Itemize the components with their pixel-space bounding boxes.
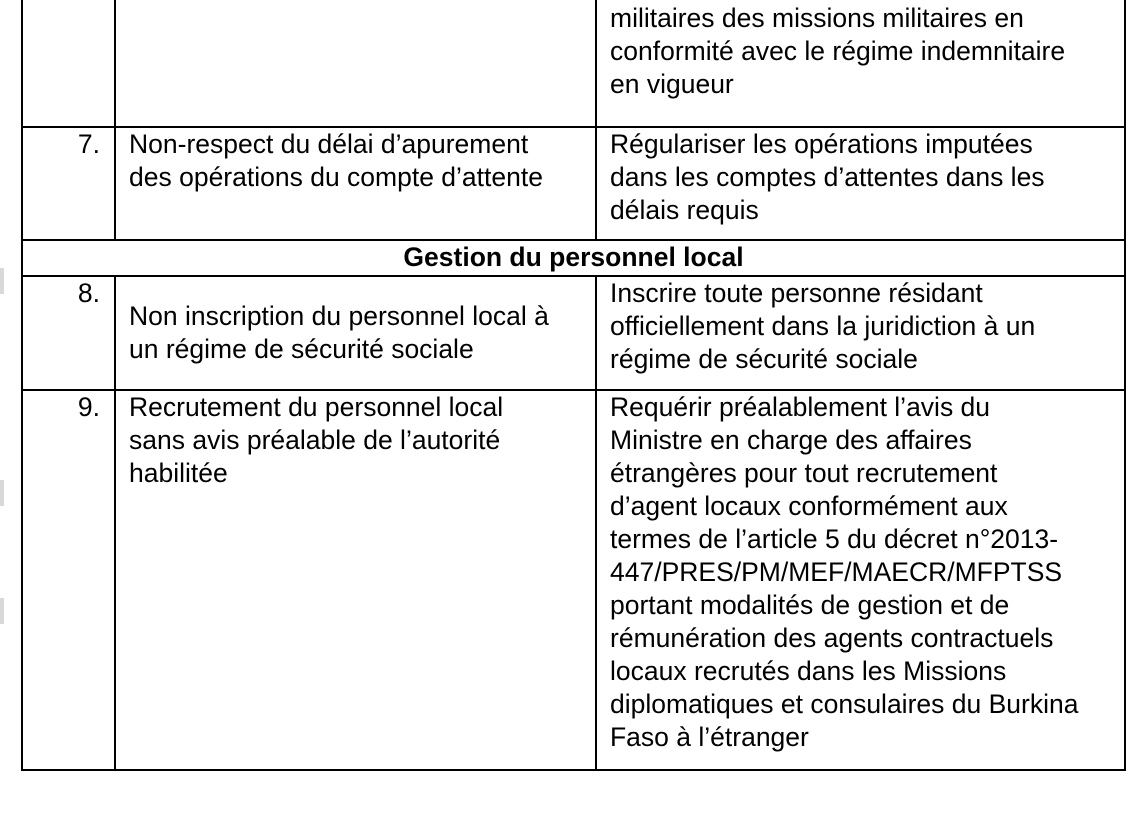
observation-cell: Recrutement du personnel local sans avis préalable de l’autorité habilitée xyxy=(115,390,596,770)
observation-cell: Non inscription du personnel local à un régime de sécurité sociale xyxy=(115,276,596,390)
section-title: Gestion du personnel local xyxy=(22,240,1125,276)
observation-cell xyxy=(115,0,596,127)
table-row-continuation xyxy=(22,0,1125,127)
recommendation-cell: Régulariser les opérations imputées dans les comptes d’attentes dans les délais requis xyxy=(596,127,1125,240)
section-header-row xyxy=(22,240,1125,276)
recommendation-cell: Requérir préalablement l’avis du Ministre en charge des affaires étrangères pour tout recrutement d’agent locaux conformément aux termes de l’article 5 du décret n°2013- 447/PRES/PM/MEF/MAECR/MFPTSS portant modalités de gestion et de rémunération des agents contractuels locaux recrutés dans les Missions diplomatiques et consulaires du Burkina Faso à l’étranger xyxy=(596,390,1125,770)
recommendation-cell: militaires des missions militaires en conformité avec le régime indemnitaire en vigueur xyxy=(596,0,1125,127)
table-row xyxy=(22,390,1125,770)
left-edge-scan-marks xyxy=(0,0,6,815)
recommendations-table xyxy=(21,0,1126,771)
row-number-cell: 9. xyxy=(22,390,115,770)
row-number-cell xyxy=(22,0,115,127)
recommendations-table-container xyxy=(21,0,1124,771)
row-number-cell: 7. xyxy=(22,127,115,240)
table-row xyxy=(22,276,1125,390)
observation-cell: Non-respect du délai d’apurement des opérations du compte d’attente xyxy=(115,127,596,240)
recommendation-cell: Inscrire toute personne résidant officiellement dans la juridiction à un régime de sécurité sociale xyxy=(596,276,1125,390)
row-number-cell: 8. xyxy=(22,276,115,390)
table-row xyxy=(22,127,1125,240)
